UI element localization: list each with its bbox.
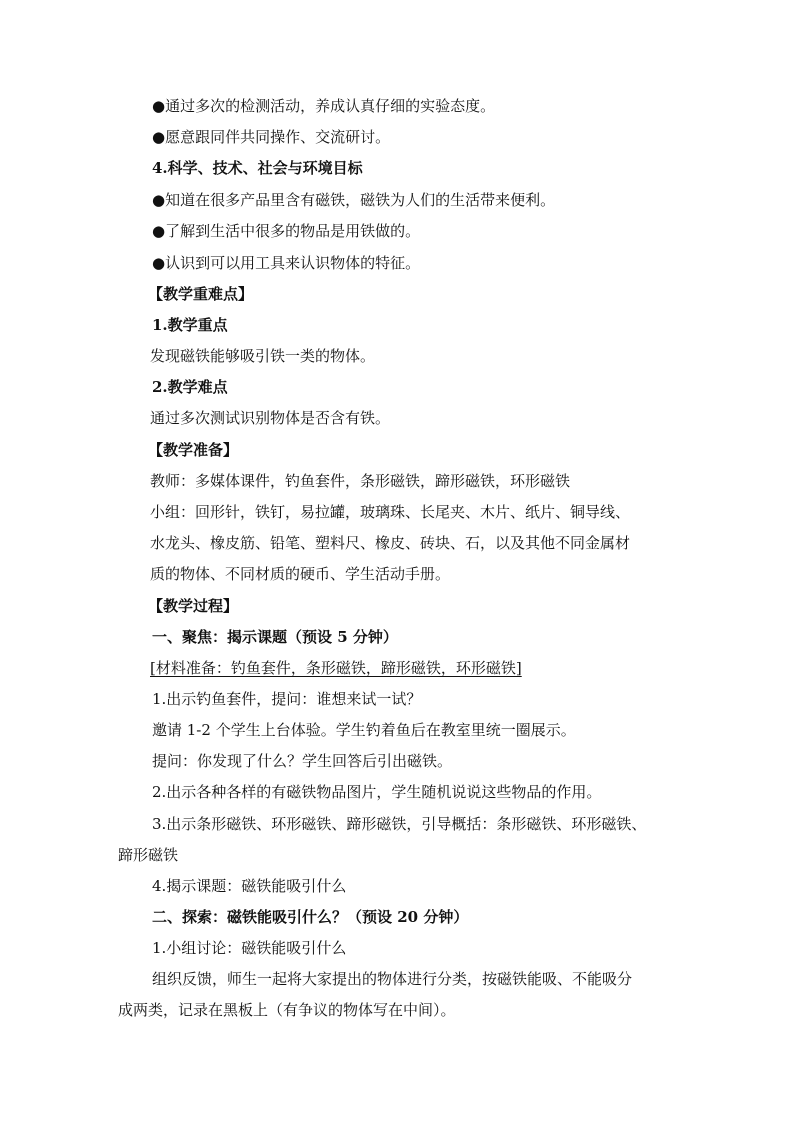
text-line: 通过多次测试识别物体是否含有铁。 (150, 409, 391, 427)
text-line: 成两类，记录在黑板上（有争议的物体写在中间）。 (118, 1001, 456, 1019)
text-line: 4.揭示课题：磁铁能吸引什么 (152, 877, 347, 895)
section-heading: 【教学重难点】 (148, 285, 254, 303)
text-line: ●了解到生活中很多的物品是用铁做的。 (152, 222, 421, 240)
subsection-heading: 2.教学难点 (152, 378, 228, 396)
subsection-heading: 二、探索：磁铁能吸引什么？（预设 20 分钟） (152, 908, 469, 926)
text-line: 组织反馈，师生一起将大家提出的物体进行分类，按磁铁能吸、不能吸分 (152, 970, 633, 988)
text-line: 小组：回形针，铁钉，易拉罐，玻璃珠、长尾夹、木片、纸片、铜导线、 (150, 503, 631, 521)
text-line: ●愿意跟同伴共同操作、交流研讨。 (152, 128, 391, 146)
text-line: ●知道在很多产品里含有磁铁，磁铁为人们的生活带来便利。 (152, 191, 556, 209)
section-heading: 4.科学、技术、社会与环境目标 (152, 159, 363, 177)
text-line: ●通过多次的检测活动，养成认真仔细的实验态度。 (152, 97, 496, 115)
section-heading: 【教学准备】 (148, 441, 239, 459)
text-line: 邀请 1-2 个学生上台体验。学生钓着鱼后在教室里统一圈展示。 (152, 721, 576, 739)
text-line: 2.出示各种各样的有磁铁物品图片，学生随机说说这些物品的作用。 (152, 783, 602, 801)
text-line: 1.小组讨论：磁铁能吸引什么 (152, 939, 347, 957)
subsection-heading: 一、聚焦：揭示课题（预设 5 分钟） (152, 628, 398, 646)
text-line: ●认识到可以用工具来认识物体的特征。 (152, 254, 421, 272)
subsection-heading: 1.教学重点 (152, 316, 228, 334)
text-line: 水龙头、橡皮筋、铅笔、塑料尺、橡皮、砖块、石，以及其他不同金属材 (150, 534, 631, 552)
materials-note: [材料准备：钓鱼套件，条形磁铁，蹄形磁铁，环形磁铁] (150, 659, 522, 677)
text-line: 蹄形磁铁 (118, 846, 179, 864)
text-line: 发现磁铁能够吸引铁一类的物体。 (150, 347, 376, 365)
text-line: 提问：你发现了什么？学生回答后引出磁铁。 (152, 752, 453, 770)
text-line: 1.出示钓鱼套件，提问：谁想来试一试？ (152, 690, 422, 708)
text-line: 教师：多媒体课件，钓鱼套件，条形磁铁，蹄形磁铁，环形磁铁 (150, 472, 571, 490)
section-heading: 【教学过程】 (148, 597, 239, 615)
text-line: 质的物体、不同材质的硬币、学生活动手册。 (150, 565, 451, 583)
text-line: 3.出示条形磁铁、环形磁铁、蹄形磁铁，引导概括：条形磁铁、环形磁铁、 (152, 815, 647, 833)
